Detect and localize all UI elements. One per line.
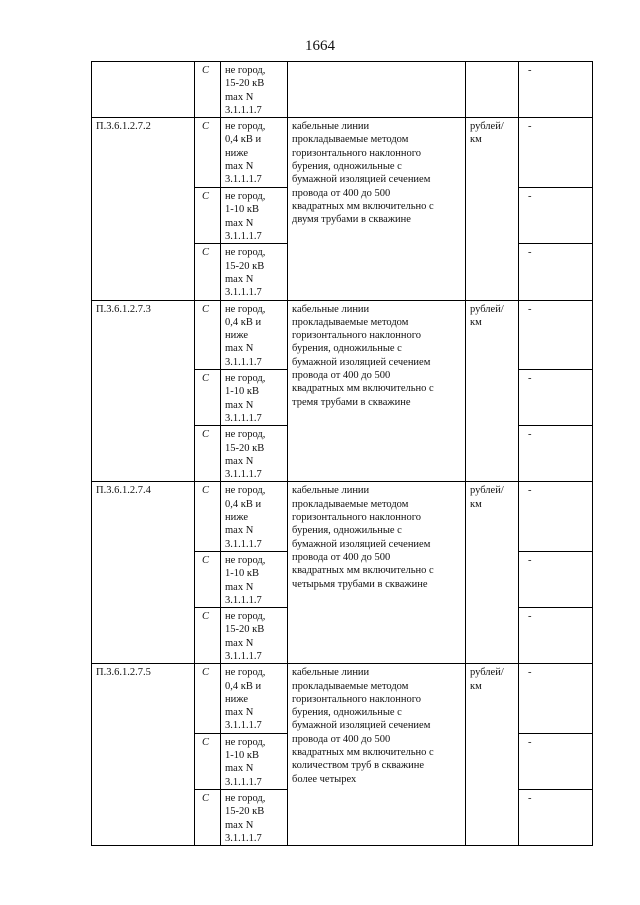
value-cell: - (519, 118, 593, 188)
voltage-cell: не город, 0,4 кВ и ниже max N 3.1.1.1.7 (221, 664, 288, 733)
page-number: 1664 (305, 38, 335, 54)
item-code: П.3.6.1.2.7.5 (92, 664, 195, 846)
value-cell: - (519, 733, 593, 789)
voltage-cell: не город, 1-10 кВ max N 3.1.1.1.7 (221, 370, 288, 426)
voltage-cell: не город, 0,4 кВ и ниже max N 3.1.1.1.7 (221, 300, 288, 369)
voltage-cell: не город, 15-20 кВ max N 3.1.1.1.7 (221, 244, 288, 300)
description-cell: кабельные линии прокладываемые методом горизонтального наклонного бурения, одножильные с бумажной изоляцией сечением провода от 400 до 500 квадратных мм включительно с четырьмя трубами в скважине (288, 482, 466, 664)
category-cell: С (195, 789, 221, 845)
value-cell: - (519, 300, 593, 369)
category-cell: С (195, 733, 221, 789)
value-cell: - (519, 608, 593, 664)
table-row (92, 62, 593, 118)
table-row (92, 300, 593, 369)
voltage-cell: не город, 0,4 кВ и ниже max N 3.1.1.1.7 (221, 118, 288, 188)
category-cell: С (195, 118, 221, 188)
category-cell: С (195, 664, 221, 733)
value-cell: - (519, 370, 593, 426)
category-cell: С (195, 426, 221, 482)
voltage-cell: не город, 15-20 кВ max N 3.1.1.1.7 (221, 789, 288, 845)
value-cell: - (519, 426, 593, 482)
item-code (92, 62, 195, 118)
voltage-cell: не город, 1-10 кВ max N 3.1.1.1.7 (221, 551, 288, 607)
category-cell: С (195, 608, 221, 664)
category-cell: С (195, 62, 221, 118)
voltage-cell: не город, 15-20 кВ max N 3.1.1.1.7 (221, 426, 288, 482)
unit-cell: рублей/ км (466, 118, 519, 300)
item-code: П.3.6.1.2.7.4 (92, 482, 195, 664)
voltage-cell: не город, 15-20 кВ max N 3.1.1.1.7 (221, 62, 288, 118)
item-code: П.3.6.1.2.7.3 (92, 300, 195, 482)
category-cell: С (195, 482, 221, 551)
category-cell: С (195, 300, 221, 369)
description-cell: кабельные линии прокладываемые методом горизонтального наклонного бурения, одножильные с бумажной изоляцией сечением провода от 400 до 500 квадратных мм включительно с двумя трубами в скважине (288, 118, 466, 300)
item-code: П.3.6.1.2.7.2 (92, 118, 195, 300)
category-cell: С (195, 188, 221, 244)
table-row (92, 118, 593, 188)
tariff-table (91, 61, 593, 846)
table-row (92, 664, 593, 733)
value-cell: - (519, 789, 593, 845)
tariff-table-body (92, 62, 593, 846)
voltage-cell: не город, 1-10 кВ max N 3.1.1.1.7 (221, 733, 288, 789)
voltage-cell: не город, 15-20 кВ max N 3.1.1.1.7 (221, 608, 288, 664)
value-cell: - (519, 482, 593, 551)
description-cell (288, 62, 466, 118)
category-cell: С (195, 551, 221, 607)
value-cell: - (519, 188, 593, 244)
value-cell: - (519, 62, 593, 118)
unit-cell: рублей/ км (466, 664, 519, 846)
description-cell: кабельные линии прокладываемые методом горизонтального наклонного бурения, одножильные с бумажной изоляцией сечением провода от 400 до 500 квадратных мм включительно с тремя трубами в скважине (288, 300, 466, 482)
voltage-cell: не город, 0,4 кВ и ниже max N 3.1.1.1.7 (221, 482, 288, 551)
table-row (92, 482, 593, 551)
category-cell: С (195, 244, 221, 300)
unit-cell: рублей/ км (466, 482, 519, 664)
value-cell: - (519, 244, 593, 300)
unit-cell (466, 62, 519, 118)
description-cell: кабельные линии прокладываемые методом горизонтального наклонного бурения, одножильные с бумажной изоляцией сечением провода от 400 до 500 квадратных мм включительно с количеством труб в скважине более четырех (288, 664, 466, 846)
value-cell: - (519, 664, 593, 733)
category-cell: С (195, 370, 221, 426)
unit-cell: рублей/ км (466, 300, 519, 482)
voltage-cell: не город, 1-10 кВ max N 3.1.1.1.7 (221, 188, 288, 244)
value-cell: - (519, 551, 593, 607)
